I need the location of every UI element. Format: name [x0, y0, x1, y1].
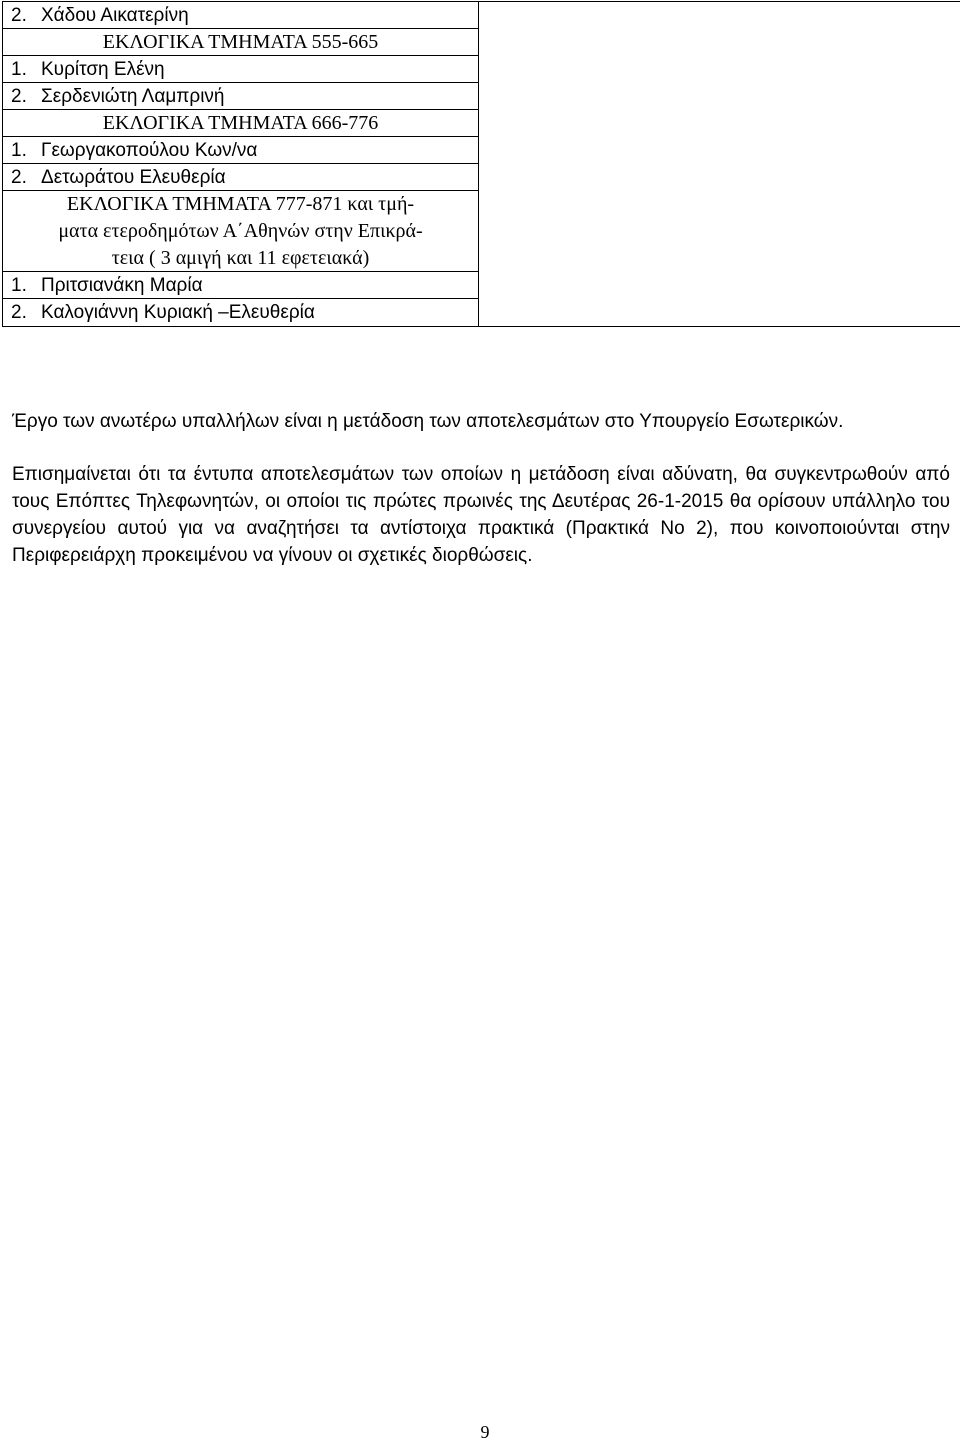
- paragraph-notice: Επισημαίνεται ότι τα έντυπα αποτελεσμάτων των οποίων η μετάδοση είναι αδύνατη, θα συγκεντρωθούν από τους Επόπτες Τηλεφωνητών, οι οποίοι τις πρώτες πρωινές της Δευτέρας 26-1-2015 θα ορίσουν υπάλληλο του συνεργείου αυτού για να αναζητήσει τα αντίστοιχα πρακτικά (Πρακτικά Νο 2), που κοινοποιούνται στην Περιφερειάρχη προκειμένου να γίνουν οι σχετικές διορθώσεις.: [12, 461, 950, 569]
- section-heading: [3, 29, 478, 56]
- list-number: 1.: [11, 272, 41, 299]
- list-number: 2.: [11, 83, 41, 110]
- person-name: Γεωργακοπούλου Κων/να: [41, 140, 257, 161]
- table-row: [3, 272, 478, 299]
- section-heading-text: ΕΚΛΟΓΙΚΑ ΤΜΗΜΑΤΑ 555-665: [103, 31, 379, 53]
- table-row: [3, 299, 478, 326]
- assignment-table: [2, 1, 960, 327]
- person-name: Κυρίτση Ελένη: [41, 59, 165, 80]
- section-heading: [3, 191, 478, 218]
- person-name: Σερδενιώτη Λαμπρινή: [41, 86, 225, 107]
- section-heading-continued: [3, 218, 478, 245]
- person-name: Καλογιάννη Κυριακή –Ελευθερία: [41, 302, 315, 323]
- list-number: 2.: [11, 2, 41, 29]
- paragraph-duty: Έργο των ανωτέρω υπαλλήλων είναι η μετάδοση των αποτελεσμάτων στο Υπουργείο Εσωτερικών.: [12, 408, 950, 435]
- section-heading-text: τεια ( 3 αμιγή και 11 εφετειακά): [112, 247, 370, 269]
- list-number: 2.: [11, 164, 41, 191]
- section-heading-text: ΕΚΛΟΓΙΚΑ ΤΜΗΜΑΤΑ 666-776: [103, 112, 379, 134]
- section-heading-text: ματα ετεροδημότων Α΄Αθηνών στην Επικρά-: [58, 220, 422, 242]
- person-name: Πριτσιανάκη Μαρία: [41, 275, 203, 296]
- person-name: Δετωράτου Ελευθερία: [41, 167, 226, 188]
- section-heading-continued: [3, 245, 478, 272]
- table-row: [3, 2, 478, 29]
- section-heading: [3, 110, 478, 137]
- table-left-column: [3, 2, 479, 327]
- section-heading-text: ΕΚΛΟΓΙΚΑ ΤΜΗΜΑΤΑ 777-871 και τμή-: [67, 193, 414, 215]
- list-number: 2.: [11, 299, 41, 326]
- table-row: [3, 137, 478, 164]
- page-number: 9: [470, 1422, 500, 1443]
- table-row: [3, 83, 478, 110]
- person-name: Χάδου Αικατερίνη: [41, 5, 189, 26]
- list-number: 1.: [11, 56, 41, 83]
- table-row: [3, 56, 478, 83]
- table-right-column: [479, 2, 960, 327]
- table-row: [3, 164, 478, 191]
- list-number: 1.: [11, 137, 41, 164]
